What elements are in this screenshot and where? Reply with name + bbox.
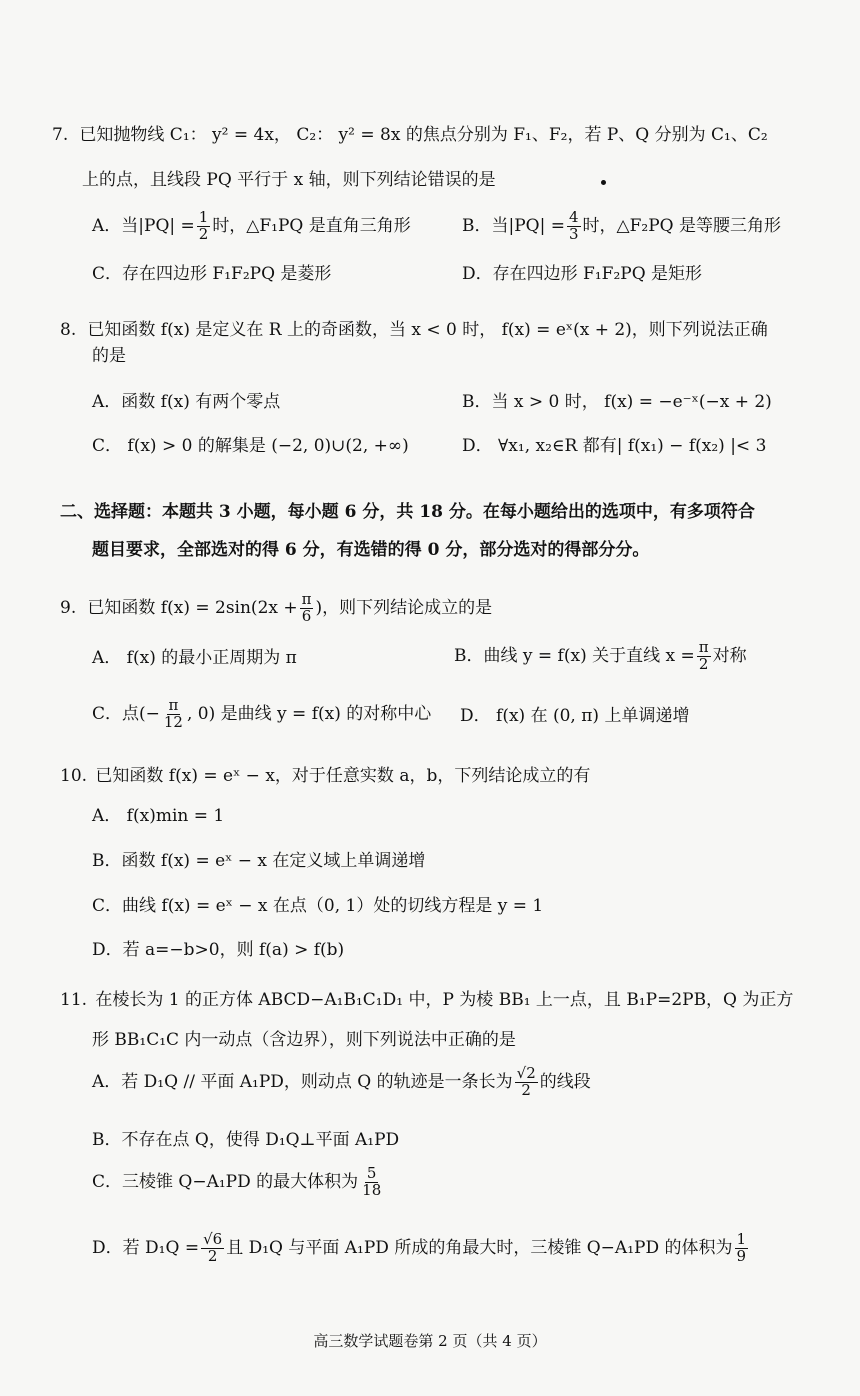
- q9-option-c-fraction: $\frac{\pi}{12}$: [163, 696, 183, 731]
- q9-option-d: D． f(x) 在 (0, π) 上单调递增: [460, 706, 690, 726]
- q7-number: 7.: [52, 125, 69, 145]
- q8-stem-line2: 的是: [92, 346, 126, 366]
- q10-number: 10.: [60, 766, 88, 786]
- q9-option-b-fraction: $\frac{\pi}{2}$: [698, 638, 709, 673]
- q11-option-d-fraction: $\frac{√6}{2}$: [203, 1230, 223, 1265]
- q11-option-c-fraction: $\frac{5}{18}$: [362, 1164, 382, 1199]
- q10-option-d: D．若 a=−b>0，则 f(a) > f(b): [92, 940, 345, 960]
- q10-option-a: A． f(x)min = 1: [92, 806, 225, 826]
- q11-option-d-fraction2: $\frac{1}{9}$: [736, 1230, 747, 1265]
- q8-option-a: A．函数 f(x) 有两个零点: [92, 392, 281, 412]
- q9-number: 9.: [60, 597, 77, 618]
- q7-option-b: B．当|PQ| = $\frac{4}{3}$ 时，△F₂PQ 是等腰三角形: [462, 208, 781, 243]
- q7-option-a: A．当|PQ| = $\frac{1}{2}$ 时，△F₁PQ 是直角三角形: [92, 208, 411, 243]
- q8-option-c: C． f(x) > 0 的解集是 (−2, 0)∪(2, +∞): [92, 436, 409, 456]
- q11-number: 11.: [60, 990, 88, 1010]
- q9-option-c: C．点(− $\frac{\pi}{12}$ , 0) 是曲线 y = f(x) 的对称中心: [92, 696, 432, 731]
- q11-option-d: D．若 D₁Q = $\frac{√6}{2}$ 且 D₁Q 与平面 A₁PD 所成的角最大时，三棱锥 Q−A₁PD 的体积为 $\frac{1}{9}$: [92, 1230, 747, 1265]
- q9-stem-fraction: $\frac{\pi}{6}$: [301, 590, 312, 625]
- q7-stem-text1: 已知抛物线 C₁： y² = 4x， C₂： y² = 8x 的焦点分别为 F₁、F₂，若 P、Q 分别为 C₁、C₂: [79, 125, 768, 145]
- q10-stem: 10. 已知函数 f(x) = eˣ − x，对于任意实数 a，b，下列结论成立的有: [60, 766, 591, 786]
- q8-stem-line1: 8. 已知函数 f(x) 是定义在 R 上的奇函数，当 x < 0 时， f(x) = eˣ(x + 2)，则下列说法正确: [60, 320, 768, 340]
- q10-option-b: B．函数 f(x) = eˣ − x 在定义域上单调递增: [92, 851, 426, 871]
- q10-option-c: C．曲线 f(x) = eˣ − x 在点（0, 1）处的切线方程是 y = 1: [92, 896, 544, 916]
- section2-heading-line2: 题目要求，全部选对的得 6 分，有选错的得 0 分，部分选对的得部分分。: [92, 540, 650, 560]
- q8-option-d: D． ∀x₁, x₂∈R 都有| f(x₁) − f(x₂) |< 3: [462, 436, 767, 456]
- q7-option-c: C．存在四边形 F₁F₂PQ 是菱形: [92, 264, 332, 284]
- q11-option-c: C．三棱锥 Q−A₁PD 的最大体积为 $\frac{5}{18}$: [92, 1164, 382, 1199]
- q11-option-a: A．若 D₁Q // 平面 A₁PD，则动点 Q 的轨迹是一条长为 $\frac{√2}{2}$ 的线段: [92, 1064, 591, 1099]
- q9-stem: 9. 已知函数 f(x) = 2sin(2x + $\frac{\pi}{6}$ )，则下列结论成立的是: [60, 590, 493, 625]
- page-footer: 高三数学试题卷第 2 页（共 4 页）: [313, 1332, 547, 1350]
- q11-stem-line1: 11. 在棱长为 1 的正方体 ABCD−A₁B₁C₁D₁ 中，P 为棱 BB₁ 上一点，且 B₁P=2PB，Q 为正方: [60, 990, 794, 1010]
- q9-option-a: A． f(x) 的最小正周期为 π: [92, 648, 297, 668]
- q11-option-a-fraction: $\frac{√2}{2}$: [516, 1064, 536, 1099]
- q7-option-a-fraction: $\frac{1}{2}$: [198, 208, 209, 243]
- section2-heading-line1: 二、选择题：本题共 3 小题，每小题 6 分，共 18 分。在每小题给出的选项中，有多项符合: [60, 502, 755, 522]
- q7-option-b-fraction: $\frac{4}{3}$: [568, 208, 579, 243]
- q7-stem-line1: [52, 125, 768, 145]
- q8-option-b: B．当 x > 0 时， f(x) = −e⁻ˣ(−x + 2): [462, 392, 772, 412]
- q11-option-b: B．不存在点 Q，使得 D₁Q⊥平面 A₁PD: [92, 1130, 400, 1150]
- q11-stem-line2: 形 BB₁C₁C 内一动点（含边界），则下列说法中正确的是: [92, 1030, 516, 1050]
- q8-number: 8.: [60, 320, 77, 340]
- q7-stem-line2: 上的点，且线段 PQ 平行于 x 轴，则下列结论错误的是: [82, 170, 496, 190]
- q9-option-b: B．曲线 y = f(x) 关于直线 x = $\frac{\pi}{2}$ 对称: [454, 638, 747, 673]
- q7-option-d: D．存在四边形 F₁F₂PQ 是矩形: [462, 264, 703, 284]
- stray-dot: [601, 180, 606, 185]
